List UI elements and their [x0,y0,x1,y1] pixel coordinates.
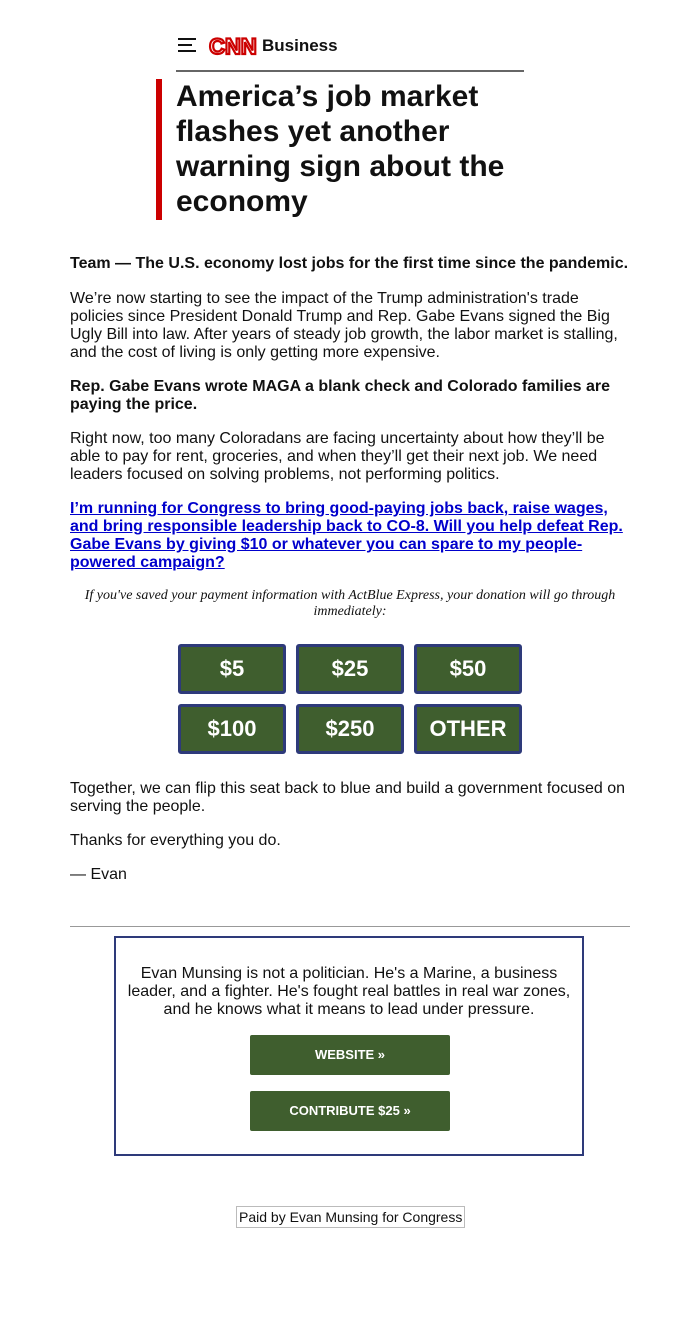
footer-divider [70,926,630,927]
brand-label: Business [262,36,338,55]
donate-link[interactable]: I’m running for Congress to bring good-paying jobs back, raise wages, and bring responsible leadership back to CO-8. Will you help defeat Rep. Gabe Evans by giving $10 or whatever you can spare to my people-powered campaign? [70,500,623,571]
contribute-button[interactable]: CONTRIBUTE $25 » [250,1091,450,1131]
donate-25-button[interactable]: $25 [296,644,404,694]
donate-other-button[interactable]: OTHER [414,704,522,754]
headline-block [156,79,536,220]
website-button[interactable]: WEBSITE » [250,1035,450,1075]
donate-100-button[interactable]: $100 [178,704,286,754]
email-header [176,30,524,72]
paragraph-4: Thanks for everything you do. [70,832,281,849]
donate-250-button[interactable]: $250 [296,704,404,754]
donation-grid [178,644,523,754]
paragraph-3: Together, we can flip this seat back to blue and build a government focused on serving the people. [70,780,626,815]
menu-icon[interactable] [178,38,196,52]
headline-accent-bar [156,79,162,220]
intro-line: Team — The U.S. economy lost jobs for the first time since the pandemic. [70,255,629,272]
headline[interactable]: America’s job market flashes yet another warning sign about the economy [176,80,505,218]
signature: — Evan [70,866,127,883]
donate-5-button[interactable]: $5 [178,644,286,694]
bio-text: Evan Munsing is not a politician. He's a Marine, a business leader, and a fighter. He's fought real battles in real war zones, and he knows what it means to lead under pressure. [127,965,571,1018]
svg-text:CNN: CNN [209,34,257,59]
actblue-note: If you've saved your payment information with ActBlue Express, your donation will go through immediately: [84,588,616,619]
paragraph-1: We’re now starting to see the impact of the Trump administration's trade policies since President Donald Trump and Rep. Gabe Evans signed the Big Ugly Bill into law. After years of steady job growth, the labor market is stalling, and the cost of living is only getting more expensive. [70,290,618,361]
cnn-logo-icon[interactable] [208,32,258,60]
bold-statement: Rep. Gabe Evans wrote MAGA a blank check and Colorado families are paying the price. [70,378,611,413]
bio-card [114,936,584,1156]
paid-by-disclaimer: Paid by Evan Munsing for Congress [236,1206,465,1228]
donate-50-button[interactable]: $50 [414,644,522,694]
paragraph-2: Right now, too many Coloradans are facing uncertainty about how they’ll be able to pay for rent, groceries, and when they’ll get their next job. We need leaders focused on solving problems, not performing politics. [70,430,605,483]
